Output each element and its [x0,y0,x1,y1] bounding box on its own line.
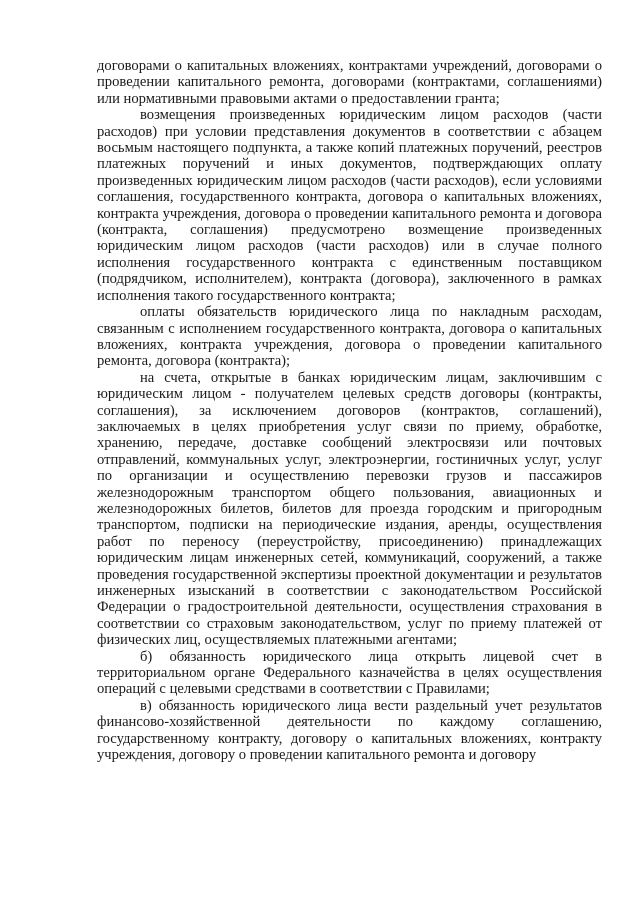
paragraph-item-b: б) обязанность юридического лица открыть лицевой счет в территориальном органе Федерального казначейства в целях осуществления операций с целевыми средствами в соответствии с Правилами; [97,648,602,698]
paragraph-item-v: в) обязанность юридического лица вести раздельный учет результатов финансово-хозяйственной деятельности по каждому соглашению, государственному контракту, договору о капитальных вложениях, контракту учреждения, договору о проведении капитального ремонта и договору [97,697,602,764]
paragraph-expense-reimbursement: возмещения произведенных юридическим лицом расходов (части расходов) при условии представления документов в соответствии с абзацем восьмым настоящего подпункта, а также копий платежных поручений, реестров платежных поручений и иных документов, подтверждающих оплату произведенных юридическим лицом расходов (части расходов), если условиями соглашения, государственного контракта, договора о капитальных вложениях, контракта учреждения, договора о проведении капитального ремонта и договора (контракта, соглашения) предусмотрено возмещение произведенных юридическим лицом расходов (части расходов) или в случае полного исполнения государственного контракта с единственным поставщиком (подрядчиком, исполнителем), контракта (договора), заключенного в рамках исполнения такого государственного контракта; [97,107,602,304]
paragraph-bank-accounts: на счета, открытые в банках юридическим лицам, заключившим с юридическим лицом - получателем целевых средств договоры (контракты, соглашения), за исключением договоров (контрактов, соглашений), заключаемых в целях приобретения услуг связи по приему, обработке, хранению, передаче, доставке сообщений электросвязи или почтовых отправлений, коммунальных услуг, электроэнергии, гостиничных услуг, услуг по организации и осуществлению перевозки грузов и пассажиров железнодорожным транспортом общего пользования, авиационных и железнодорожных билетов, билетов для проезда городским и пригородным транспортом, подписки на периодические издания, аренды, осуществления работ по переносу (переустройству, присоединению) принадлежащих юридическим лицам инженерных сетей, коммуникаций, сооружений, а также проведения государственной экспертизы проектной документации и результатов инженерных изысканий в соответствии с законодательством Российской Федерации о градостроительной деятельности, осуществления страхования в соответствии со страховым законодательством, услуг по приему платежей от физических лиц, осуществляемых платежными агентами; [97,369,602,649]
paragraph-overhead-payment: оплаты обязательств юридического лица по накладным расходам, связанным с исполнением государственного контракта, договора о капитальных вложениях, контракта учреждения, договора о проведении капитального ремонта, договора (контракта); [97,304,602,370]
document-page [97,58,602,763]
paragraph-grant-tail: договорами о капитальных вложениях, контрактами учреждений, договорами о проведении капитального ремонта, договорами (контрактами, соглашениями) или нормативными правовыми актами о предоставлении гранта; [97,58,602,107]
